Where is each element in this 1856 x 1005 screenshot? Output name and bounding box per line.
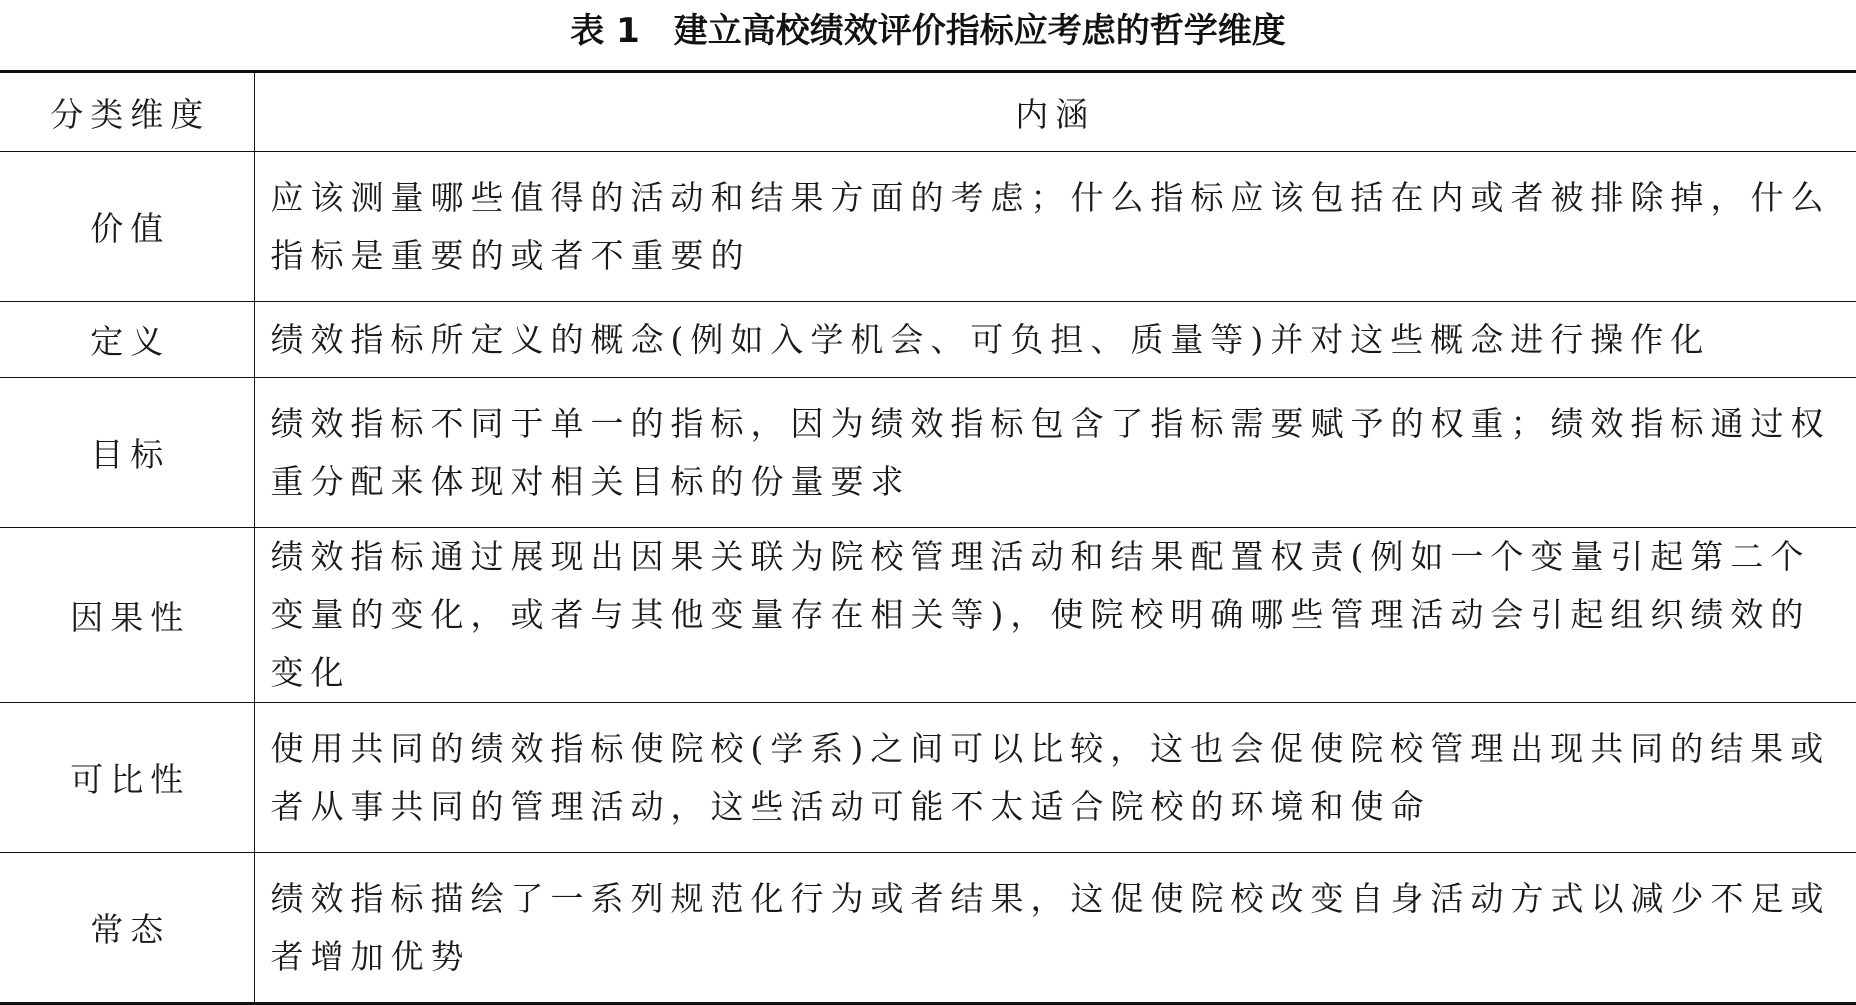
table-row [0, 152, 1856, 302]
table-row [0, 853, 1856, 1004]
header-content: 内涵 [1015, 94, 1096, 134]
header-dimension: 分类维度 [0, 72, 254, 152]
row-content: 绩效指标不同于单一的指标，因为绩效指标包含了指标需要赋予的权重；绩效指标通过权重分配来体现对相关目标的份量要求 [270, 403, 1831, 501]
row-dimension: 可比性 [0, 703, 254, 853]
row-content: 应该测量哪些值得的活动和结果方面的考虑；什么指标应该包括在内或者被排除掉，什么指标是重要的或者不重要的 [270, 177, 1831, 275]
row-content: 绩效指标描绘了一系列规范化行为或者结果，这促使院校改变自身活动方式以减少不足或者增加优势 [270, 878, 1831, 976]
dimension-table [0, 70, 1856, 1005]
row-dimension: 价值 [0, 152, 254, 302]
table-header-row [0, 72, 1856, 152]
row-dimension: 目标 [0, 378, 254, 528]
row-content: 使用共同的绩效指标使院校(学系)之间可以比较，这也会促使院校管理出现共同的结果或者从事共同的管理活动，这些活动可能不太适合院校的环境和使命 [270, 728, 1831, 826]
row-content: 绩效指标所定义的概念(例如入学机会、可负担、质量等)并对这些概念进行操作化 [270, 319, 1711, 359]
table-row [0, 528, 1856, 703]
table-container [0, 70, 1856, 1005]
table-title: 建立高校绩效评价指标应考虑的哲学维度 [673, 11, 1286, 51]
row-content: 绩效指标通过展现出因果关联为院校管理活动和结果配置权责(例如一个变量引起第二个变量的变化，或者与其他变量存在相关等)，使院校明确哪些管理活动会引起组织绩效的变化 [270, 537, 1811, 692]
row-dimension: 定义 [0, 302, 254, 378]
table-row [0, 703, 1856, 853]
row-dimension: 常态 [0, 853, 254, 1004]
table-caption [0, 0, 1856, 62]
row-dimension: 因果性 [0, 528, 254, 703]
table-row [0, 378, 1856, 528]
table-number: 表 1 [570, 11, 640, 51]
table-row [0, 302, 1856, 378]
